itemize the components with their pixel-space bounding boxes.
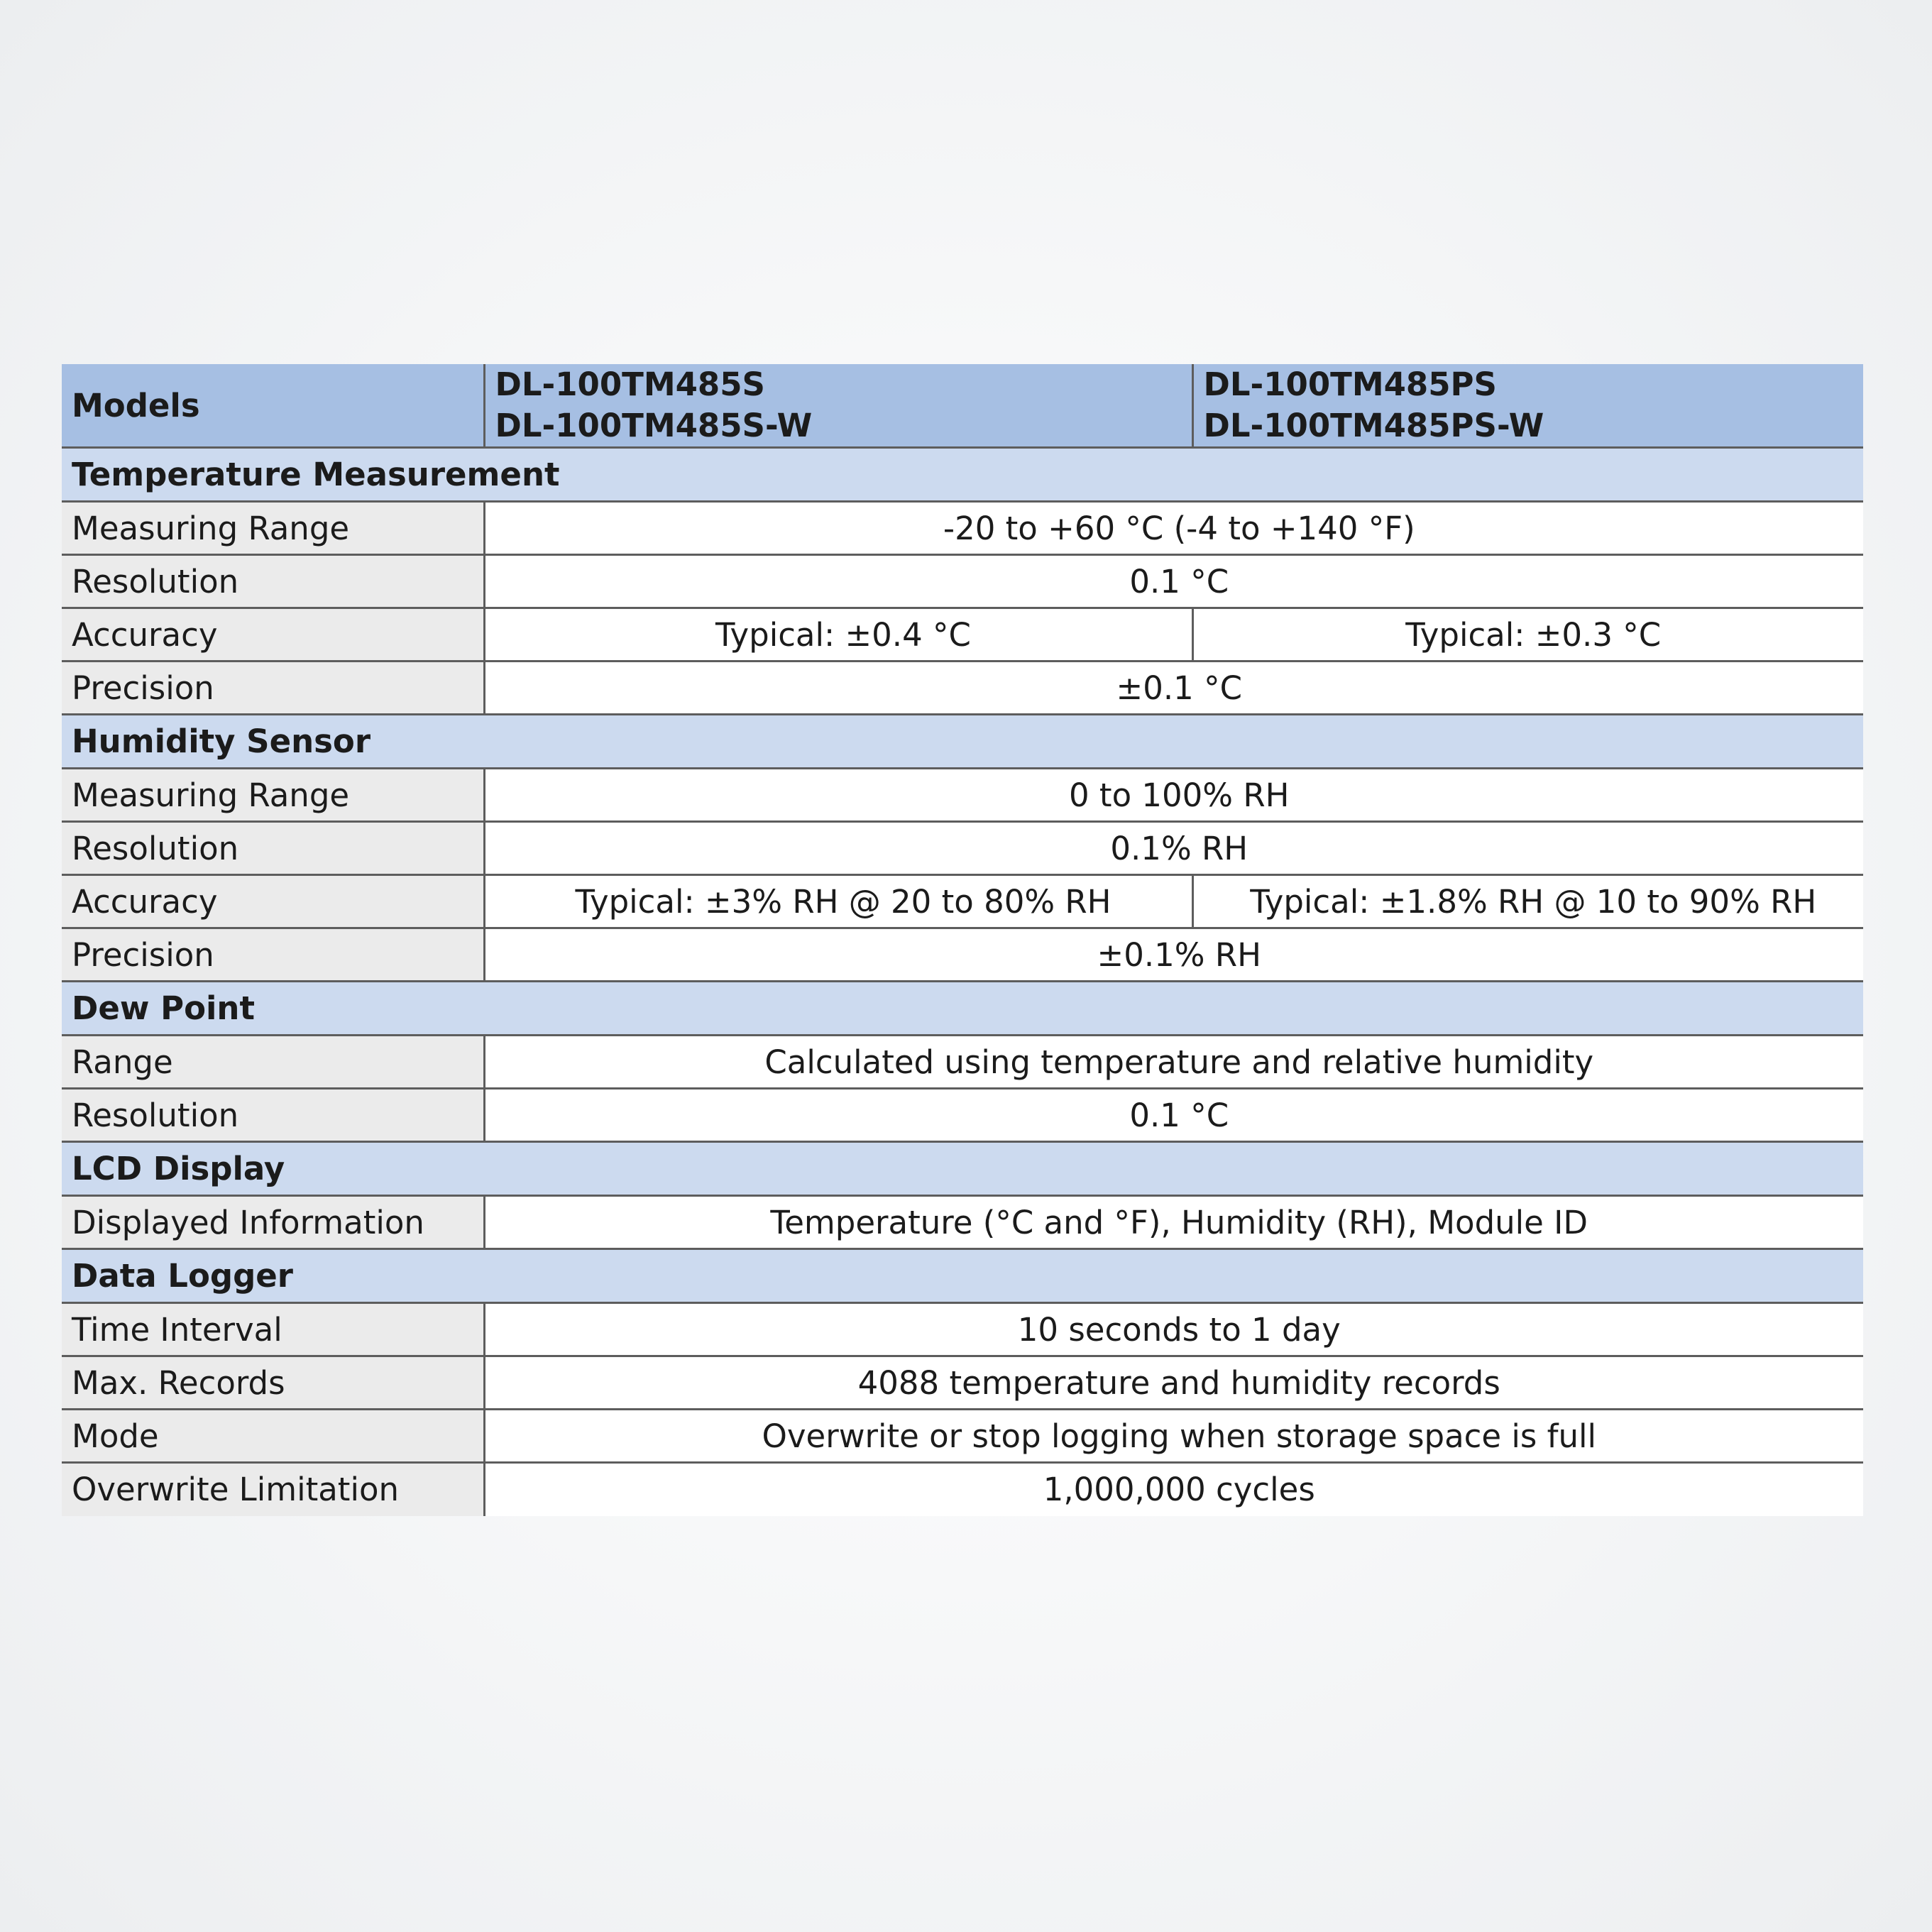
spec-value: 4088 temperature and humidity records: [484, 1356, 1863, 1410]
spec-label: Resolution: [62, 555, 484, 608]
model-b-name: DL-100TM485PS: [1203, 366, 1497, 403]
spec-row: [62, 1356, 1863, 1410]
spec-label: Accuracy: [62, 608, 484, 662]
spec-value: Calculated using temperature and relative humidity: [484, 1036, 1863, 1089]
spec-label: Mode: [62, 1410, 484, 1463]
spec-value: 0 to 100% RH: [484, 769, 1863, 822]
spec-row: [62, 875, 1863, 928]
spec-value-model-a: Typical: ±0.4 °C: [484, 608, 1192, 662]
spec-label: Measuring Range: [62, 769, 484, 822]
spec-row: [62, 1196, 1863, 1249]
spec-label: Time Interval: [62, 1303, 484, 1356]
models-label: Models: [62, 364, 484, 448]
spec-row: [62, 1410, 1863, 1463]
spec-value-model-b: Typical: ±1.8% RH @ 10 to 90% RH: [1192, 875, 1863, 928]
spec-row: [62, 1303, 1863, 1356]
model-b-variant: DL-100TM485PS-W: [1203, 407, 1544, 444]
spec-label: Resolution: [62, 1089, 484, 1142]
spec-value: Temperature (°C and °F), Humidity (RH), Module ID: [484, 1196, 1863, 1249]
spec-row: [62, 608, 1863, 662]
spec-label: Measuring Range: [62, 502, 484, 555]
spec-label: Resolution: [62, 822, 484, 875]
section-header: [62, 1249, 1863, 1303]
section-title: Temperature Measurement: [62, 448, 1863, 502]
models-header-row: [62, 364, 1863, 448]
spec-value: 0.1% RH: [484, 822, 1863, 875]
spec-row: [62, 502, 1863, 555]
section-title: LCD Display: [62, 1142, 1863, 1196]
spec-value: 0.1 °C: [484, 1089, 1863, 1142]
section-header: [62, 1142, 1863, 1196]
section-header: [62, 448, 1863, 502]
spec-label: Precision: [62, 662, 484, 715]
section-header: [62, 982, 1863, 1036]
spec-row: [62, 1089, 1863, 1142]
section-title: Dew Point: [62, 982, 1863, 1036]
spec-row: [62, 822, 1863, 875]
spec-value: Overwrite or stop logging when storage space is full: [484, 1410, 1863, 1463]
spec-label: Displayed Information: [62, 1196, 484, 1249]
spec-value: 1,000,000 cycles: [484, 1463, 1863, 1516]
model-b-cell: [1192, 364, 1863, 448]
spec-row: [62, 769, 1863, 822]
section-title: Humidity Sensor: [62, 715, 1863, 769]
spec-row: [62, 662, 1863, 715]
spec-value-model-a: Typical: ±3% RH @ 20 to 80% RH: [484, 875, 1192, 928]
section-title: Data Logger: [62, 1249, 1863, 1303]
spec-value: 10 seconds to 1 day: [484, 1303, 1863, 1356]
spec-row: [62, 1463, 1863, 1516]
spec-label: Accuracy: [62, 875, 484, 928]
model-a-name: DL-100TM485S: [495, 366, 765, 403]
spec-value: ±0.1% RH: [484, 928, 1863, 982]
spec-row: [62, 928, 1863, 982]
spec-value: ±0.1 °C: [484, 662, 1863, 715]
spec-label: Max. Records: [62, 1356, 484, 1410]
spec-row: [62, 555, 1863, 608]
spec-label: Range: [62, 1036, 484, 1089]
section-header: [62, 715, 1863, 769]
spec-value: 0.1 °C: [484, 555, 1863, 608]
model-a-cell: [484, 364, 1192, 448]
model-a-variant: DL-100TM485S-W: [495, 407, 813, 444]
spec-label: Overwrite Limitation: [62, 1463, 484, 1516]
spec-table: [62, 364, 1863, 1516]
spec-label: Precision: [62, 928, 484, 982]
spec-value: -20 to +60 °C (-4 to +140 °F): [484, 502, 1863, 555]
spec-row: [62, 1036, 1863, 1089]
spec-value-model-b: Typical: ±0.3 °C: [1192, 608, 1863, 662]
